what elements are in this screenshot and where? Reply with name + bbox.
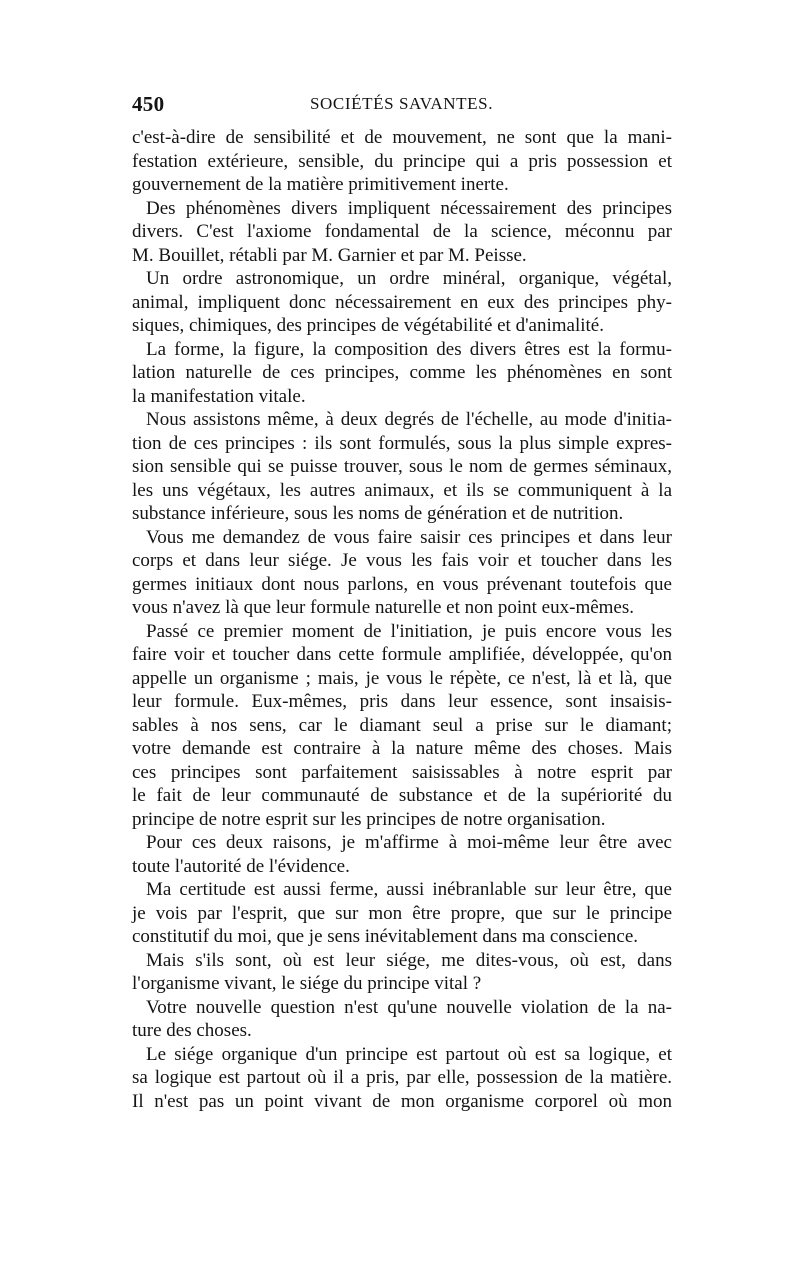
text-line: tion de ces principes : ils sont formulés, sous la plus simple expres-: [132, 432, 672, 454]
page-header: [132, 92, 672, 118]
text-line: ces principes sont parfaitement saisissables à notre esprit par: [132, 761, 672, 783]
text-line: leur formule. Eux-mêmes, pris dans leur essence, sont insaisis-: [132, 691, 672, 712]
text-line: Nous assistons même, à deux degrés de l'échelle, au mode d'initia-: [146, 409, 672, 430]
text-line: sa logique est partout où il a pris, par elle, possession de la matière.: [132, 1067, 672, 1088]
text-line: principe de notre esprit sur les principes de notre organisation.: [132, 808, 606, 830]
running-title: SOCIÉTÉS SAVANTES.: [310, 94, 494, 113]
text-line: substance inférieure, sous les noms de génération et de nutrition.: [132, 503, 624, 524]
page-number: 450: [132, 92, 165, 116]
text-line: Votre nouvelle question n'est qu'une nouvelle violation de la na-: [146, 996, 672, 1018]
text-line: divers. C'est l'axiome fondamental de la science, méconnu par: [132, 221, 672, 242]
text-line: Vous me demandez de vous faire saisir ces principes et dans leur: [146, 526, 672, 548]
text-line: le fait de leur communauté de substance et de la supériorité du: [132, 785, 672, 806]
text-line: M. Bouillet, rétabli par M. Garnier et par M. Peisse.: [132, 244, 527, 266]
text-line: festation extérieure, sensible, du principe qui a pris possession et: [132, 150, 672, 172]
text-line: Mais s'ils sont, où est leur siége, me dites-vous, où est, dans: [146, 949, 672, 971]
text-line: germes initiaux dont nous parlons, en vous prévenant toutefois que: [132, 573, 672, 595]
text-line: constitutif du moi, que je sens inévitablement dans ma conscience.: [132, 926, 639, 947]
text-line: La forme, la figure, la composition des divers êtres est la formu-: [146, 338, 672, 360]
text-line: sables à nos sens, car le diamant seul a prise sur le diamant;: [132, 714, 672, 736]
text-line: la manifestation vitale.: [132, 385, 306, 407]
text-line: faire voir et toucher dans cette formule amplifiée, développée, qu'on: [132, 644, 672, 665]
text-line: Passé ce premier moment de l'initiation, je puis encore vous les: [146, 620, 672, 642]
text-line: Le siége organique d'un principe est partout où est sa logique, et: [146, 1043, 672, 1065]
text-line: ture des choses.: [132, 1020, 252, 1041]
text-line: Un ordre astronomique, un ordre minéral, organique, végétal,: [146, 268, 672, 289]
text-line: Il n'est pas un point vivant de mon organisme corporel où mon: [132, 1090, 672, 1112]
body-text: [132, 126, 672, 1113]
text-line: les uns végétaux, les autres animaux, et ils se communiquent à la: [132, 479, 672, 501]
text-line: vous n'avez là que leur formule naturelle et non point eux-mêmes.: [132, 597, 635, 618]
text-line: votre demande est contraire à la nature même des choses. Mais: [132, 738, 672, 759]
text-line: Ma certitude est aussi ferme, aussi inébranlable sur leur être, que: [146, 879, 672, 900]
text-line: appelle un organisme ; mais, je vous le répète, ce n'est, là et là, que: [132, 667, 672, 689]
text-line: Pour ces deux raisons, je m'affirme à moi-même leur être avec: [146, 832, 672, 853]
text-line: toute l'autorité de l'évidence.: [132, 855, 350, 877]
text-line: sion sensible qui se puisse trouver, sous le nom de germes séminaux,: [132, 456, 672, 477]
text-line: corps et dans leur siége. Je vous les fais voir et toucher dans les: [132, 550, 672, 571]
text-line: Des phénomènes divers impliquent nécessairement des principes: [146, 197, 672, 219]
text-line: l'organisme vivant, le siége du principe vital ?: [132, 973, 482, 994]
text-line: siques, chimiques, des principes de végétabilité et d'animalité.: [132, 315, 604, 336]
text-line: animal, impliquent donc nécessairement en eux des principes phy-: [132, 291, 672, 313]
text-line: gouvernement de la matière primitivement inerte.: [132, 174, 509, 195]
text-line: c'est-à-dire de sensibilité et de mouvement, ne sont que la mani-: [132, 127, 672, 148]
text-line: je vois par l'esprit, que sur mon être propre, que sur le principe: [132, 902, 672, 924]
text-line: lation naturelle de ces principes, comme les phénomènes en sont: [132, 362, 672, 383]
